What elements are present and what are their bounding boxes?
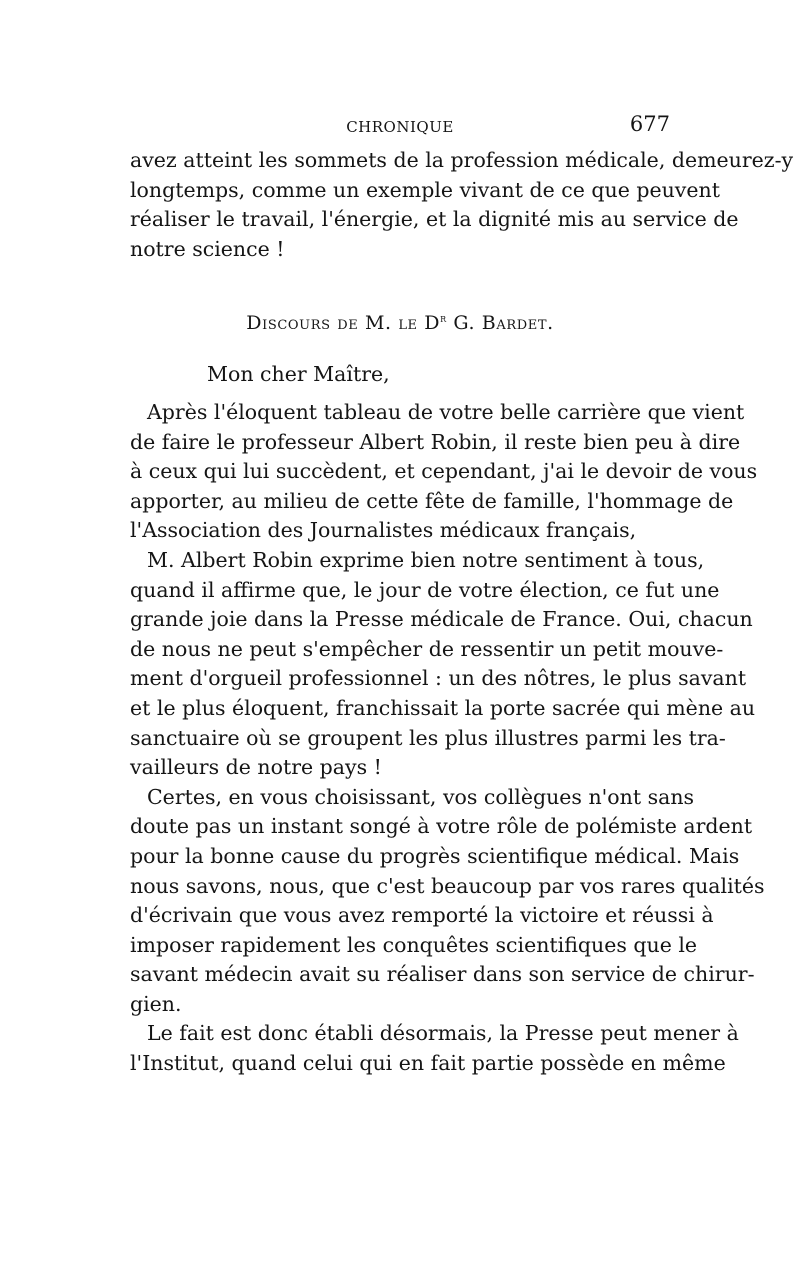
text-line: Certes, en vous choisissant, vos collègues n'ont sans xyxy=(147,784,695,809)
text-line: nous savons, nous, que c'est beaucoup par vos rares qualités xyxy=(130,873,765,898)
page-number: 677 xyxy=(629,112,670,136)
text-line: l'Association des Journalistes médicaux français, xyxy=(130,518,637,543)
text-line: de nous ne peut s'empêcher de ressentir un petit mouve- xyxy=(130,636,724,661)
text-line: M. Albert Robin exprime bien notre sentiment à tous, xyxy=(147,547,705,572)
text-line: vailleurs de notre pays ! xyxy=(130,755,382,780)
heading-prefix: Discours de M. le D xyxy=(246,312,441,334)
text-line: ment d'orgueil professionnel : un des nôtres, le plus savant xyxy=(130,666,747,691)
text-line: d'écrivain que vous avez remporté la victoire et réussi à xyxy=(130,903,714,928)
text-line: de faire le professeur Albert Robin, il reste bien peu à dire xyxy=(130,429,741,454)
text-line: à ceux qui lui succèdent, et cependant, j'ai le devoir de vous xyxy=(130,459,758,484)
text-line: Le fait est donc établi désormais, la Presse peut mener à xyxy=(147,1021,739,1046)
text-line: avez atteint les sommets de la profession médicale, demeurez-y xyxy=(130,148,794,172)
text-line: imposer rapidement les conquêtes scientifiques que le xyxy=(130,932,698,957)
salutation: Mon cher Maître, xyxy=(207,362,390,386)
text-line: notre science ! xyxy=(130,236,285,261)
text-line: grande joie dans la Presse médicale de France. Oui, chacun xyxy=(130,607,753,632)
text-line: l'Institut, quand celui qui en fait partie possède en même xyxy=(130,1051,726,1076)
text-line: réaliser le travail, l'énergie, et la dignité mis au service de xyxy=(130,207,739,232)
heading-suffix: G. Bardet. xyxy=(446,312,554,334)
text-line: quand il affirme que, le jour de votre élection, ce fut une xyxy=(130,577,720,602)
text-line: sanctuaire où se groupent les plus illustres parmi les tra- xyxy=(130,725,726,750)
section-heading xyxy=(130,312,670,334)
text-line: savant médecin avait su réaliser dans son service de chirur- xyxy=(130,962,755,987)
text-line: gien. xyxy=(130,991,182,1016)
text-line: et le plus éloquent, franchissait la porte sacrée qui mène au xyxy=(130,695,756,720)
running-head: CHRONIQUE xyxy=(346,118,454,136)
text-line: apporter, au milieu de cette fête de famille, l'hommage de xyxy=(130,488,734,513)
text-line: Après l'éloquent tableau de votre belle carrière que vient xyxy=(147,400,745,424)
text-line: doute pas un instant songé à votre rôle de polémiste ardent xyxy=(130,814,753,839)
heading-superscript: r xyxy=(440,312,447,325)
page-header xyxy=(130,112,670,142)
text-line: longtemps, comme un exemple vivant de ce que peuvent xyxy=(130,177,720,202)
body-text xyxy=(130,398,765,1079)
intro-paragraph xyxy=(130,146,794,264)
text-line: pour la bonne cause du progrès scientifique médical. Mais xyxy=(130,843,740,868)
